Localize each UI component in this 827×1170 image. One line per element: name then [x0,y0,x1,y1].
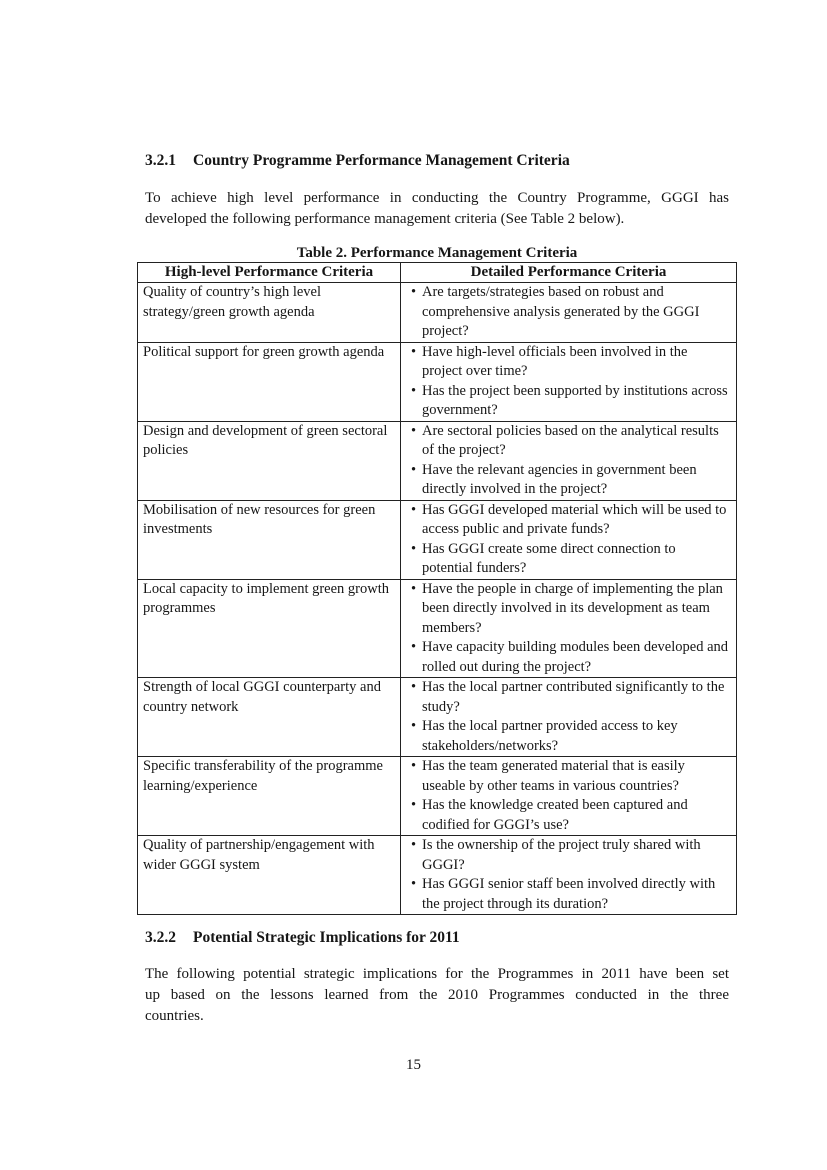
bullet-icon: • [411,343,417,360]
detail-item: • Has the team generated material that is easily useable by other teams in various countries? [411,758,685,794]
bullet-icon: • [411,797,417,813]
criterion-cell: Design and development of green sectoral policies [138,421,401,500]
closing-paragraph [145,964,729,1027]
bullet-icon: • [411,639,417,655]
section-number: 3.2.1 [145,152,176,169]
table-caption: Table 2. Performance Management Criteria [296,245,578,261]
criterion-cell: Specific transferability of the programme learning/experience [138,757,401,836]
detail-item: • Has the local partner provided access to key stakeholders/networks? [411,718,678,754]
details-cell [401,342,737,421]
details-cell [401,757,737,836]
criterion-cell: Quality of country’s high level strategy/green growth agenda [138,283,401,343]
intro-paragraph [145,188,729,230]
table-header-row [138,263,737,283]
criterion-cell: Local capacity to implement green growth programmes [138,579,401,678]
section-number: 3.2.2 [145,929,176,946]
table-row [138,342,737,421]
detail-item: • Has the local partner contributed significantly to the study? [411,679,725,715]
detail-item: • Have high-level officials been involved in the project over time? [411,343,688,379]
details-cell [401,500,737,579]
bullet-icon: • [411,461,417,478]
closing-line: up based on the lessons learned from the 2010 Programmes conducted in the three [145,987,729,1003]
detail-item: • Have the relevant agencies in government been directly involved in the project? [411,461,697,497]
column-header: Detailed Performance Criteria [401,263,737,283]
bullet-icon: • [411,540,417,557]
table-row [138,678,737,757]
bullet-icon: • [411,876,417,892]
detail-item: • Are sectoral policies based on the analytical results of the project? [411,422,719,458]
bullet-icon: • [411,284,417,300]
closing-line: The following potential strategic implications for the Programmes in 2011 have been set [145,966,729,982]
bullet-icon: • [411,718,417,734]
page-number: 15 [406,1057,421,1073]
criterion-cell: Quality of partnership/engagement with wider GGGI system [138,836,401,915]
criterion-cell: Political support for green growth agenda [138,342,401,421]
table-row [138,579,737,678]
detail-item: • Have the people in charge of implementing the plan been directly involved in its development as team members? [411,580,723,636]
bullet-icon: • [411,679,417,695]
table-row [138,836,737,915]
table-row [138,757,737,836]
section-heading-3-2-2 [145,929,460,947]
details-cell [401,678,737,757]
detail-item: • Has GGGI senior staff been involved directly with the project through its duration? [411,876,716,912]
column-header: High-level Performance Criteria [138,263,401,283]
detail-item: • Has the knowledge created been captured and codified for GGGI’s use? [411,797,688,833]
table-row [138,500,737,579]
bullet-icon: • [411,580,417,597]
detail-item: • Has GGGI create some direct connection to potential funders? [411,540,676,576]
section-title: Potential Strategic Implications for 2011 [193,929,460,946]
table-row [138,283,737,343]
details-cell [401,836,737,915]
detail-item: • Has the project been supported by institutions across government? [411,382,728,418]
detail-item: • Has GGGI developed material which will be used to access public and private funds? [411,501,727,537]
details-cell [401,421,737,500]
section-heading-3-2-1 [145,152,570,170]
detail-item: • Is the ownership of the project truly shared with GGGI? [411,837,701,873]
bullet-icon: • [411,501,417,518]
detail-item: • Are targets/strategies based on robust and comprehensive analysis generated by the GGGI project? [411,284,700,339]
bullet-icon: • [411,422,417,439]
criterion-cell: Strength of local GGGI counterparty and country network [138,678,401,757]
intro-line: To achieve high level performance in conducting the Country Programme, GGGI has [145,190,729,206]
table-row [138,421,737,500]
bullet-icon: • [411,758,417,774]
criterion-cell: Mobilisation of new resources for green investments [138,500,401,579]
bullet-icon: • [411,837,417,853]
bullet-icon: • [411,382,417,399]
performance-criteria-table [137,262,737,915]
details-cell [401,283,737,343]
detail-item: • Have capacity building modules been developed and rolled out during the project? [411,639,729,675]
details-cell [401,579,737,678]
closing-line: countries. [145,1008,204,1024]
section-title: Country Programme Performance Management Criteria [193,152,570,169]
intro-line: developed the following performance management criteria (See Table 2 below). [145,211,625,227]
